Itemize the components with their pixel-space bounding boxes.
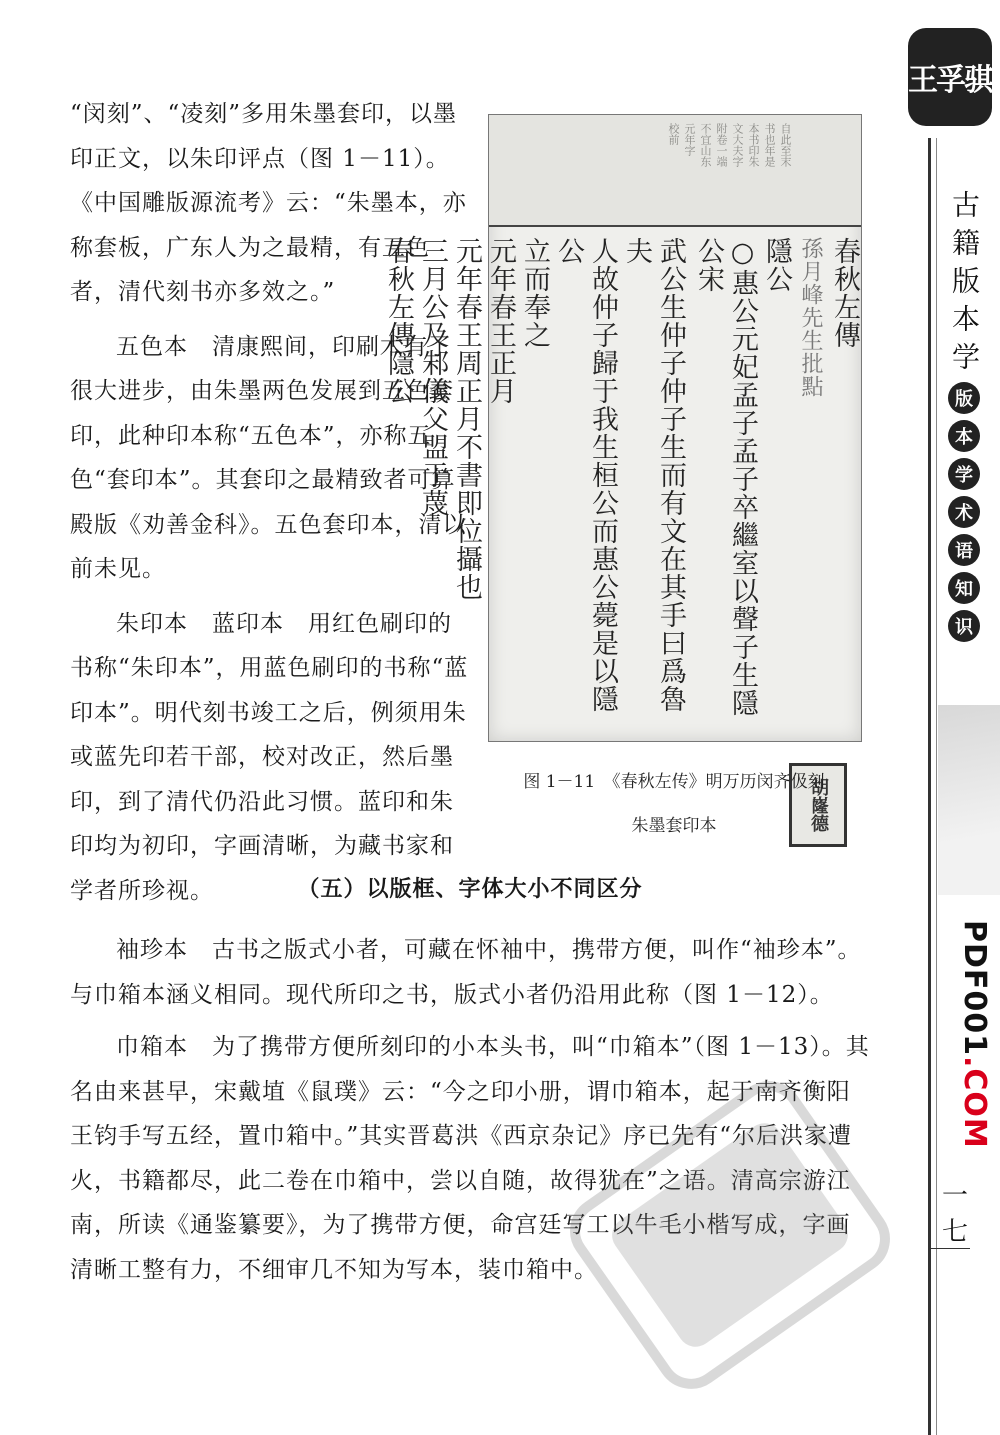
figure-text-column: 孫月峰先生批點 xyxy=(798,237,823,398)
paragraph: 朱印本 蓝印本 用红色刷印的书称“朱印本”，用蓝色刷印的书称“蓝印本”。明代刻书竣工之后，例须用朱或蓝先印若干部，校对改正，然后墨印，到了清代仍沿此习惯。蓝印和朱印均为初印，字画清晰，为藏书家和学者所珍视。 xyxy=(70,610,469,904)
chapter-char: 识 xyxy=(948,610,980,642)
logo-text: 王孚骐 xyxy=(908,63,992,98)
chapter-char: 版 xyxy=(948,382,980,414)
figure-note: 附卷一端 xyxy=(715,123,728,167)
figure-text-column: 武公生仲子仲子生而有文在其手曰爲魯夫 xyxy=(621,237,686,713)
figure-note: 本书印朱 xyxy=(747,123,760,167)
figure-note: 书也年是 xyxy=(763,123,776,167)
figure-text-columns xyxy=(383,227,861,741)
margin-rule-thin xyxy=(936,138,937,1435)
figure-caption-line: 朱墨套印本 xyxy=(631,816,717,836)
site-watermark xyxy=(942,920,992,1149)
margin-band xyxy=(938,705,1000,895)
paragraph: 袖珍本 古书之版式小者，可藏在怀袖中，携带方便，叫作“袖珍本”。与巾箱本涵义相同。现代所印之书，版式小者仍沿用此称（图 1－12）。 xyxy=(70,937,862,1008)
collector-seal: 胡嶐德 xyxy=(789,763,847,847)
figure-text-column: 隱公 xyxy=(761,237,792,293)
figure-text-column: ○惠公元妃孟子孟子卒繼室以聲子生隱公宋 xyxy=(693,237,758,717)
figure-text-column: 春秋左傳 xyxy=(829,237,860,349)
figure-caption xyxy=(488,760,860,848)
site-watermark-name: PDF001 xyxy=(957,920,992,1057)
figure-notes xyxy=(667,123,791,219)
publisher-logo xyxy=(908,28,992,126)
figure-text-column: 春秋左傳隱公 xyxy=(383,237,414,405)
figure-text-column: 人故仲子歸于我生桓公而惠公薨是以隱公 xyxy=(553,237,618,713)
running-book-title: 古籍版本学 xyxy=(948,190,981,380)
chapter-char: 学 xyxy=(948,458,980,490)
paragraph: 五色本 清康熙间，印刷术有了很大进步，由朱墨两色发展到五色套印，此种印本称“五色本”，亦称五色“套印本”。其套印之最精致者可算殿版《劝善金科》。五色套印本，清以前未见。 xyxy=(70,333,467,582)
paragraph: 巾箱本 为了携带方便所刻印的小本头书，叫“巾箱本”（图 1－13）。其名由来甚早，宋戴埴《鼠璞》云：“今之印小册，谓巾箱本，起于南齐衡阳王钧手写五经，置巾箱中。”其实晋葛洪《西京杂记》序已先有“尔后洪家遭火，书籍都尽，此二卷在巾箱中，尝以自随，故得犹在”之语。清高宗游江南，所读《通鉴纂要》，为了携带方便，命宫廷写工以牛毛小楷写成，字画清晰工整有力，不细审几不知为写本，装巾箱中。 xyxy=(70,1034,870,1283)
figure-note: 文大夫字 xyxy=(731,123,744,167)
margin-rule xyxy=(928,138,931,1435)
figure-caption-line: 图 1－11 《春秋左传》明万历闵齐伋刻 xyxy=(523,772,825,792)
figure-text-column: 三月公及邾儀父盟于蔑 xyxy=(417,237,448,517)
running-chapter-title xyxy=(947,382,981,642)
figure-upper-margin xyxy=(489,115,861,227)
figure-note: 校前 xyxy=(667,123,680,145)
chapter-char: 知 xyxy=(948,572,980,604)
page-number: 一七 xyxy=(941,1181,968,1247)
paragraph: “闵刻”、“凌刻”多用朱墨套印，以墨印正文，以朱印评点（图 1－11）。《中国雕版源流考》云：“朱墨本，亦称套板，广东人为之最精，有五色者，清代刻书亦多效之。” xyxy=(70,101,467,305)
full-width-text xyxy=(70,928,870,1292)
figure-text-column: 立而奉之 xyxy=(519,237,550,349)
figure-note: 自此至末 xyxy=(779,123,792,167)
chapter-char: 本 xyxy=(948,420,980,452)
figure-note: 不宜山东 xyxy=(699,123,712,167)
section-heading: （五）以版框、字体大小不同区分 xyxy=(297,877,643,902)
chapter-char: 术 xyxy=(948,496,980,528)
site-watermark-domain: .COM xyxy=(957,1056,992,1149)
figure-text-column: 元年春王正月 xyxy=(485,237,516,405)
chapter-char: 语 xyxy=(948,534,980,566)
figure-note: 元年字 xyxy=(683,123,696,156)
page-number-rule xyxy=(930,1248,970,1249)
figure-text-column: 元年春王周正月不書即位攝也 xyxy=(451,237,482,601)
